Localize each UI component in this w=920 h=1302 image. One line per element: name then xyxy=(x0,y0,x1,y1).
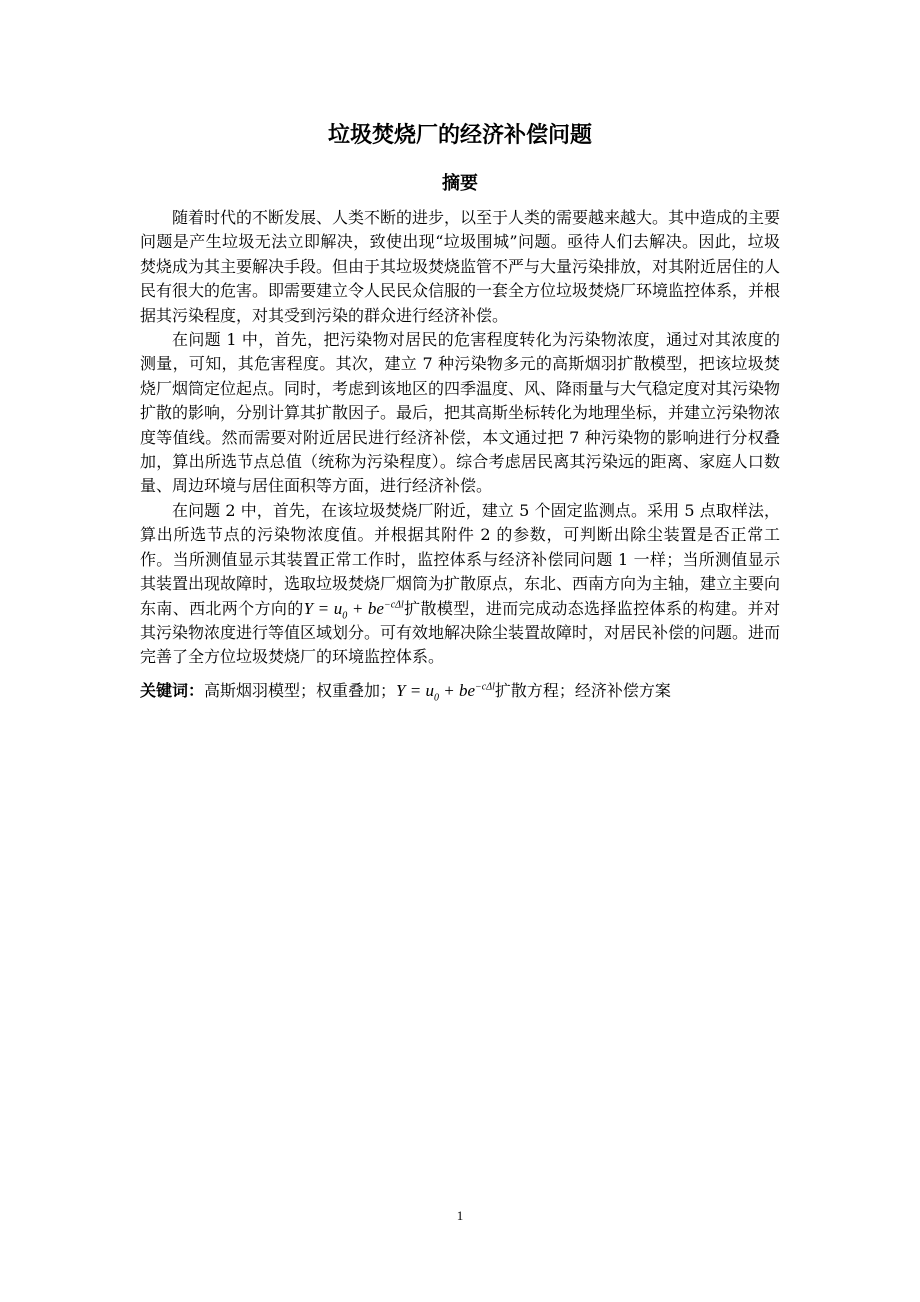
keywords-text-before-formula: 高斯烟羽模型；权重叠加； xyxy=(204,680,397,700)
formula-be: be xyxy=(367,598,384,618)
formula-lhs: Y xyxy=(303,598,314,618)
formula-plus: + xyxy=(347,598,368,618)
formula-u: u xyxy=(333,598,343,618)
kw-formula-u-subscript: 0 xyxy=(433,692,439,704)
paragraph-3-text-before-formula: 在问题 2 中，首先，在该垃圾焚烧厂附近，建立 5 个固定监测点。采用 5 点取样法，算出所选节点的污染物浓度值。并根据其附件 2 的参数，可判断出除尘装置是否正常工作。当所测值显示其装置正常工作时，监控体系与经济补偿同问题 1 一样；当所测值显示其装置出现故障时，选取垃圾焚烧厂烟筒为扩散原点，东北、西南方向为主轴，建立主要向东南、西北两个方向的 xyxy=(140,500,781,618)
abstract-body xyxy=(140,206,780,706)
kw-formula-equals: = xyxy=(405,680,426,700)
abstract-paragraph-2: 在问题 1 中，首先，把污染物对居民的危害程度转化为污染物浓度，通过对其浓度的测量，可知，其危害程度。其次，建立 7 种污染物多元的高斯烟羽扩散模型，把该垃圾焚烧厂烟筒定位起点。同时，考虑到该地区的四季温度、风、降雨量与大气稳定度对其污染物扩散的影响，分别计算其扩散因子。最后，把其高斯坐标转化为地理坐标，并建立污染物浓度等值线。然而需要对附近居民进行经济补偿，本文通过把 7 种污染物的影响进行分权叠加，算出所选节点总值（统称为污染程度）。综合考虑居民离其污染远的距离、家庭人口数量、周边环境与居住面积等方面，进行经济补偿。 xyxy=(140,330,781,496)
formula-equals: = xyxy=(313,598,334,618)
paragraph-3-text-after-formula: 扩散模型，进而完成动态选择监控体系的构建。并对其污染物浓度进行等值区域划分。可有效地解决除尘装置故障时，对居民补偿的问题。进而完善了全方位垃圾焚烧厂的环境监控体系。 xyxy=(140,598,781,667)
kw-formula-exponent: −cΔl xyxy=(475,681,495,693)
paper-title: 垃圾焚烧厂的经济补偿问题 xyxy=(327,123,592,148)
formula-exponent: −cΔl xyxy=(383,598,404,610)
diffusion-formula xyxy=(303,598,404,621)
kw-formula-plus: + xyxy=(438,680,459,700)
abstract-paragraph-3 xyxy=(140,499,780,670)
keywords-line xyxy=(140,676,780,706)
kw-formula-be: be xyxy=(458,680,476,700)
keywords-label: 关键词： xyxy=(140,680,205,700)
abstract-heading: 摘要 xyxy=(442,173,478,194)
formula-u-subscript: 0 xyxy=(342,609,348,621)
keywords-formula xyxy=(396,680,495,704)
kw-formula-u: u xyxy=(425,680,434,700)
page-number: 1 xyxy=(456,1208,464,1223)
abstract-paragraph-1: 随着时代的不断发展、人类不断的进步，以至于人类的需要越来越大。其中造成的主要问题是产生垃圾无法立即解决，致使出现“垃圾围城”问题。亟待人们去解决。因此，垃圾焚烧成为其主要解决手段。但由于其垃圾焚烧监管不严与大量污染排放，对其附近居住的人民有很大的危害。即需要建立令人民民众信服的一套全方位垃圾焚烧厂环境监控体系，并根据其污染程度，对其受到污染的群众进行经济补偿。 xyxy=(140,208,781,325)
keywords-text-after-formula: 扩散方程；经济补偿方案 xyxy=(494,680,671,700)
kw-formula-lhs: Y xyxy=(396,680,406,700)
